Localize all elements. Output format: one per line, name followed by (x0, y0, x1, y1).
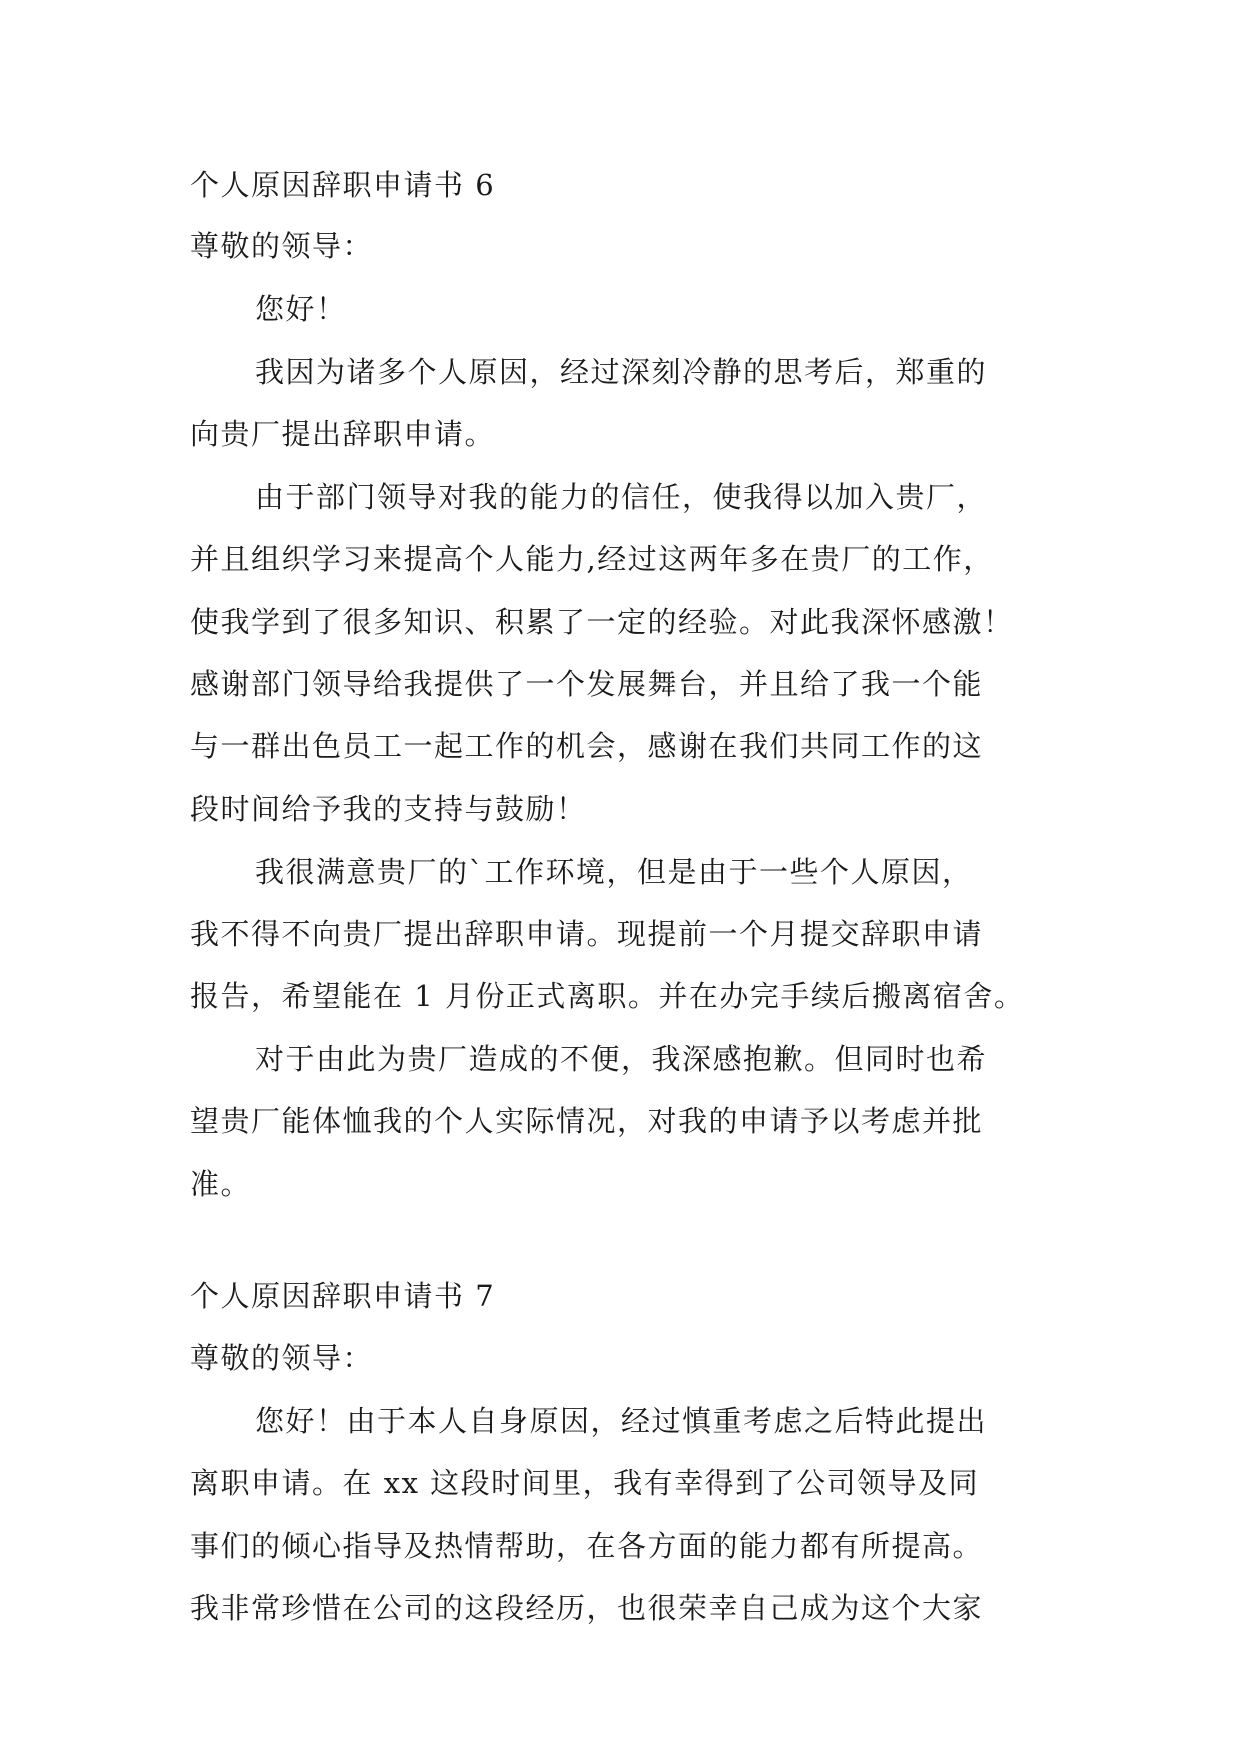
paragraph-line: 向贵厂提出辞职申请。 (190, 417, 496, 451)
section-title: 个人原因辞职申请书 6 (190, 168, 496, 202)
paragraph-line: 与一群出色员工一起工作的机会，感谢在我们共同工作的这 (190, 729, 984, 763)
paragraph-line: 感谢部门领导给我提供了一个发展舞台，并且给了我一个能 (190, 667, 984, 701)
paragraph-line: 并且组织学习来提高个人能力,经过这两年多在贵厂的工作， (190, 542, 994, 576)
paragraph-line: 对于由此为贵厂造成的不便，我深感抱歉。但同时也希 (255, 1042, 988, 1076)
paragraph-line: 我非常珍惜在公司的这段经历，也很荣幸自己成为这个大家 (190, 1591, 984, 1625)
paragraph-line: 我很满意贵厂的`工作环境，但是由于一些个人原因， (255, 855, 973, 889)
paragraph-line: 我因为诸多个人原因，经过深刻冷静的思考后，郑重的 (255, 355, 988, 389)
paragraph-line: 离职申请。在 xx 这段时间里，我有幸得到了公司领导及同 (190, 1466, 980, 1500)
paragraph-line: 由于部门领导对我的能力的信任，使我得以加入贵厂， (255, 480, 988, 514)
greeting: 您好！ (255, 292, 347, 326)
paragraph-line: 段时间给予我的支持与鼓励！ (190, 792, 587, 826)
paragraph-line: 准。 (190, 1167, 252, 1201)
paragraph-line: 报告，希望能在 1 月份正式离职。并在办完手续后搬离宿舍。 (190, 979, 1025, 1013)
salutation: 尊敬的领导： (190, 1341, 374, 1375)
paragraph-line: 望贵厂能体恤我的个人实际情况，对我的申请予以考虑并批 (190, 1104, 984, 1138)
paragraph-line: 事们的倾心指导及热情帮助，在各方面的能力都有所提高。 (190, 1529, 984, 1563)
paragraph-line: 您好！由于本人自身原因，经过慎重考虑之后特此提出 (255, 1404, 988, 1438)
salutation: 尊敬的领导： (190, 229, 374, 263)
paragraph-line: 我不得不向贵厂提出辞职申请。现提前一个月提交辞职申请 (190, 917, 984, 951)
paragraph-line: 使我学到了很多知识、积累了一定的经验。对此我深怀感激！ (190, 605, 1014, 639)
section-title: 个人原因辞职申请书 7 (190, 1279, 496, 1313)
